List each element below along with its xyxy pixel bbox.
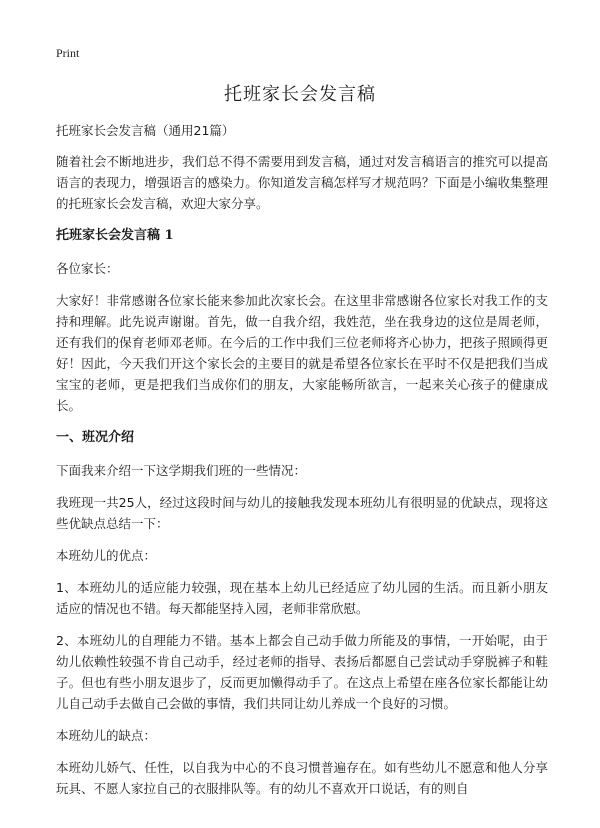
document-body [56, 120, 548, 810]
page-title: 托班家长会发言稿 [224, 84, 376, 105]
class-count-paragraph: 我班现一共25人，经过这段时间与幼儿的接触我发现本班幼儿有很明显的优缺点，现将这些优缺点总结一下： [56, 495, 548, 531]
class-overview-heading: 一、班况介绍 [56, 430, 135, 445]
print-link[interactable]: Print [56, 46, 80, 60]
opening-paragraph: 大家好！非常感谢各位家长能来参加此次家长会。在这里非常感谢各位家长对我工作的支持和理解。此先说声谢谢。首先，做一自我介绍，我姓范，坐在我身边的这位是周老师，还有我们的保育老师邓老师。在今后的工作中我们三位老师将齐心协力，把孩子照顾得更好！因此，今天我们开这个家长会的主要目的就是希望各位家长在平时不仅是把我们当成宝宝的老师，更是把我们当成你们的朋友，大家能畅所欲言，一起来关心孩子的健康成长。 [56, 293, 548, 413]
strength-paragraph-2: 2、本班幼儿的自理能力不错。基本上都会自己动手做力所能及的事情，一开始呢，由于幼儿依赖性较强不肯自己动手，经过老师的指导、表扬后都愿自己尝试动手穿脱裤子和鞋子。但也有些小朋友退步了，反而更加懒得动手了。在这点上希望在座各位家长都能让幼儿自己动手去做自己会做的事情，我们共同让幼儿养成一个良好的习惯。 [56, 633, 548, 711]
strength-paragraph-1: 1、本班幼儿的适应能力较强，现在基本上幼儿已经适应了幼儿园的生活。而且新小朋友适应的情况也不错。每天都能坚持入园，老师非常欣慰。 [56, 580, 548, 616]
greeting-paragraph: 各位家长： [56, 261, 119, 276]
weakness-paragraph-1: 本班幼儿娇气、任性，以自我为中心的不良习惯普遍存在。如有些幼儿不愿意和他人分享玩具、不愿人家拉自己的衣服排队等。有的幼儿不喜欢开口说话，有的则自 [56, 760, 548, 796]
section-heading: 托班家长会发言稿 1 [56, 228, 174, 243]
strengths-label: 本班幼儿的优点： [56, 548, 157, 563]
class-intro-paragraph: 下面我来介绍一下这学期我们班的一些情况： [56, 463, 307, 478]
document-subtitle: 托班家长会发言稿（通用21篇） [56, 123, 235, 138]
weaknesses-label: 本班幼儿的缺点： [56, 728, 157, 743]
intro-paragraph: 随着社会不断地进步，我们总不得不需要用到发言稿，通过对发言稿语言的推究可以提高语言的表现力，增强语言的感染力。你知道发言稿怎样写才规范吗？下面是小编收集整理的托班家长会发言稿，欢迎大家分享。 [56, 154, 548, 211]
